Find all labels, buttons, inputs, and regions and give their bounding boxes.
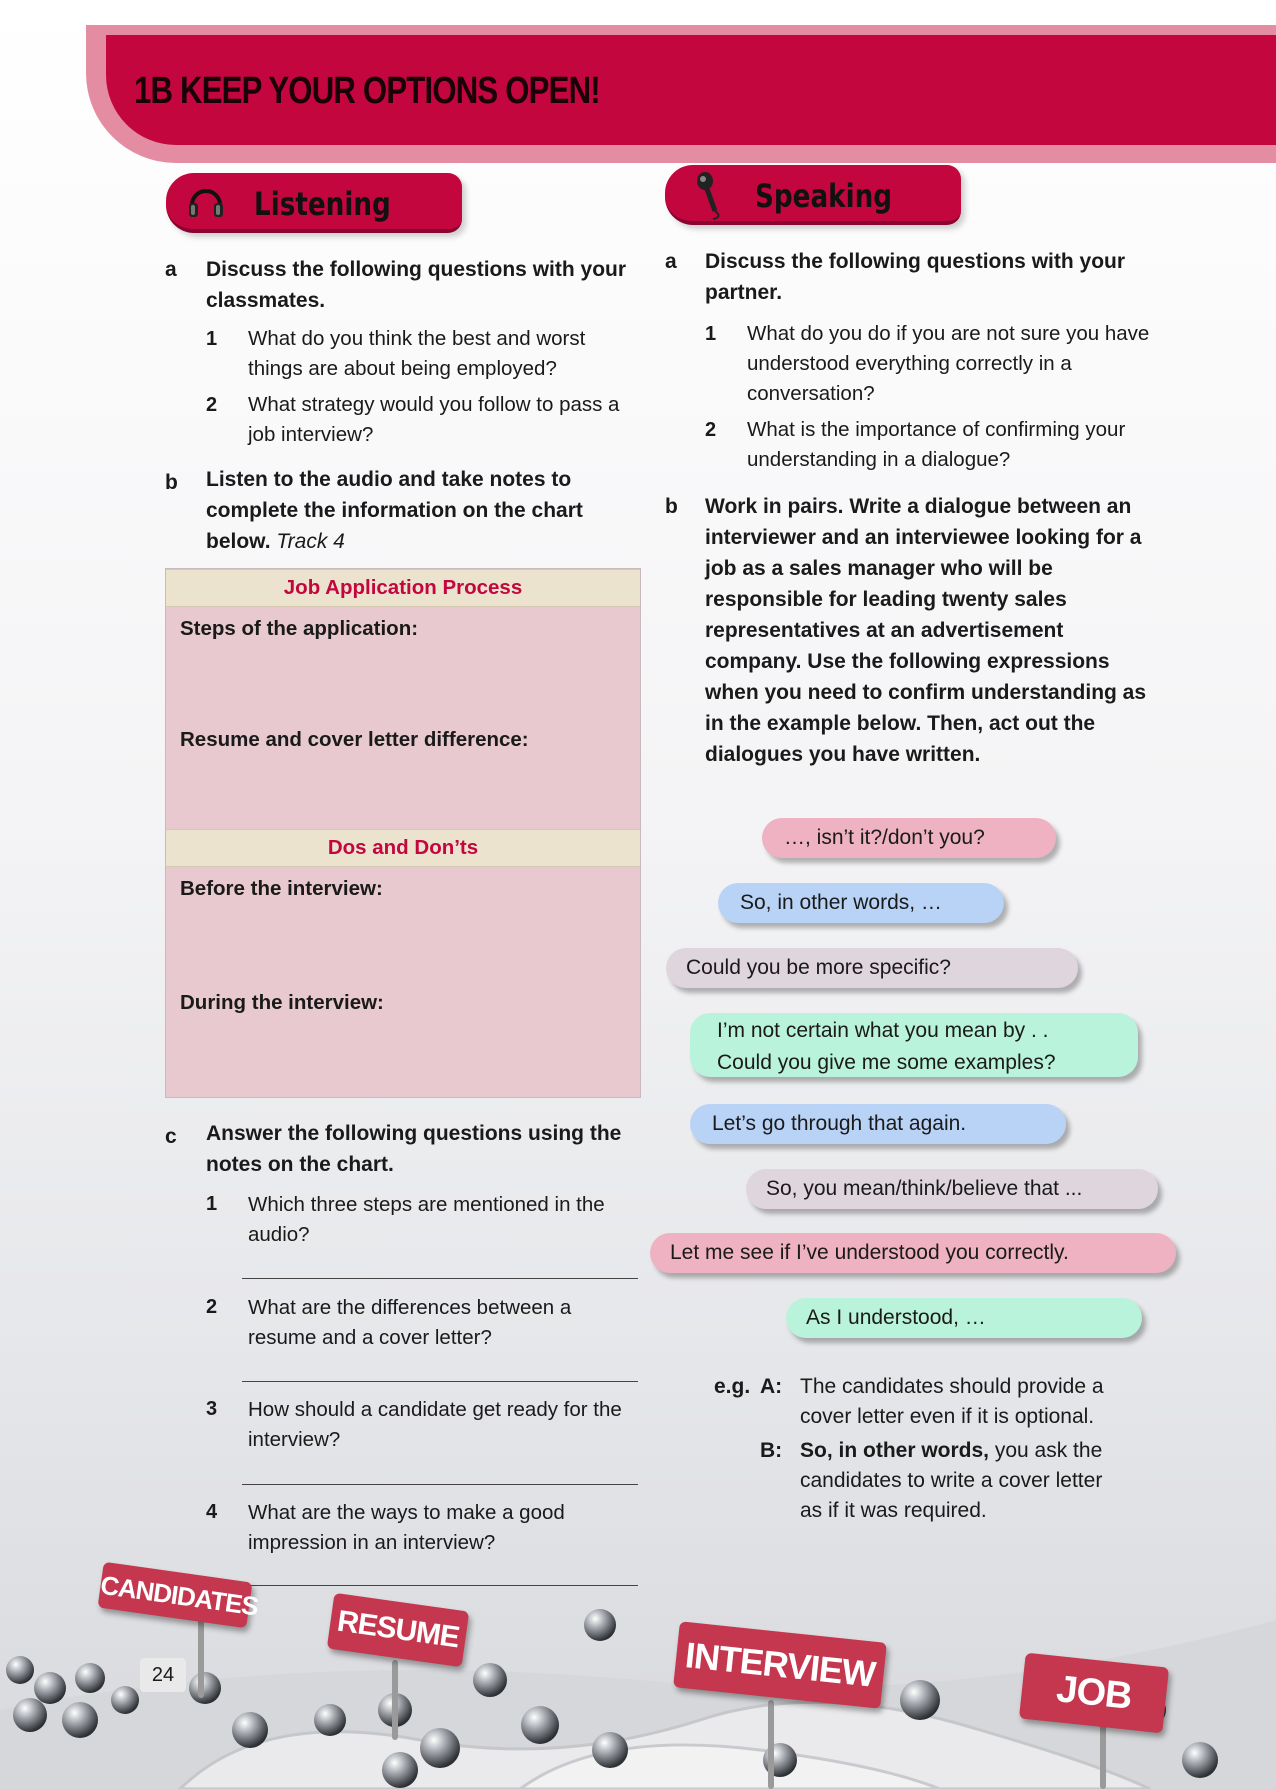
speaking-a-item-1-number: 1 <box>705 323 717 345</box>
example-b-line-2: candidates to write a cover letter <box>800 1469 1103 1492</box>
sign-pole-candidates <box>198 1610 204 1698</box>
listening-c-item-3-number: 3 <box>206 1398 218 1420</box>
expression-bubble-3: Could you be more specific? <box>666 948 1078 988</box>
expression-bubble-7: Let me see if I’ve understood you correctly. <box>650 1233 1176 1273</box>
speaking-a-letter: a <box>665 250 677 273</box>
sign-pole-interview <box>768 1700 774 1789</box>
speaking-a-instruction: Discuss the following questions with your partner. <box>705 250 1126 304</box>
example-a-label: A: <box>760 1375 783 1398</box>
listening-a-item-1: What do you think the best and worst things are about being employed? <box>248 327 586 380</box>
listening-c-item-3: How should a candidate get ready for the interview? <box>248 1398 622 1451</box>
listening-b-instruction <box>206 464 631 557</box>
sign-job: JOB <box>1019 1653 1169 1734</box>
listening-b-letter: b <box>165 471 178 494</box>
answer-line-3[interactable] <box>242 1484 638 1485</box>
sign-candidates: CANDIDATES <box>98 1562 253 1628</box>
listening-c-instruction: Answer the following questions using the notes on the chart. <box>206 1122 622 1176</box>
example-a-line-2: cover letter even if it is optional. <box>800 1405 1095 1428</box>
expression-bubble-6: So, you mean/think/believe that ... <box>746 1169 1158 1209</box>
speaking-a-item-2: What is the importance of confirming your understanding in a dialogue? <box>747 418 1126 471</box>
chart-label-before-interview: Before the interview: <box>180 877 383 900</box>
example-b-line-1-rest: you ask the <box>989 1439 1103 1462</box>
speaking-a-item-1: What do you do if you are not sure you have understood everything correctly in a conversation? <box>747 322 1150 405</box>
chart-label-resume-cover: Resume and cover letter difference: <box>180 728 529 751</box>
expression-bubble-8: As I understood, … <box>786 1298 1142 1338</box>
speaking-b-instruction: Work in pairs. Write a dialogue between an interviewer and an interviewee looking for a job as a sales manager who will be responsible for leading twenty sales representatives at an advertisement company. Use the following expressions when you need to confirm understanding as in the example below. Then, act out the dialogues you have written. <box>705 495 1147 766</box>
example-b-line-3: as if it was required. <box>800 1499 987 1522</box>
page-title: 1B KEEP YOUR OPTIONS OPEN! <box>134 70 600 112</box>
expression-bubble-4 <box>690 1013 1138 1077</box>
listening-c-item-4-number: 4 <box>206 1501 218 1523</box>
answer-line-2[interactable] <box>242 1381 638 1382</box>
example-a-line-1: The candidates should provide a <box>800 1375 1104 1398</box>
expression-bubble-4-line-1: I’m not certain what you mean by . . <box>717 1019 1049 1042</box>
answer-line-1[interactable] <box>242 1278 638 1279</box>
listening-c-item-1-number: 1 <box>206 1193 218 1215</box>
listening-c-item-4: What are the ways to make a good impression in an interview? <box>248 1501 565 1554</box>
microphone-icon <box>693 171 727 221</box>
speaking-heading <box>665 165 961 225</box>
sign-pole-resume <box>392 1660 398 1740</box>
listening-c-item-2: What are the differences between a resume and a cover letter? <box>248 1296 572 1349</box>
listening-heading <box>166 173 462 233</box>
speaking-a-item-2-number: 2 <box>705 419 717 441</box>
page-number: 24 <box>140 1658 186 1692</box>
listening-a-letter: a <box>165 258 177 281</box>
listening-b-text: Listen to the audio and take notes to complete the information on the chart below. <box>206 468 583 553</box>
expression-bubble-2: So, in other words, … <box>718 883 1004 923</box>
listening-heading-label: Listening <box>254 185 391 223</box>
listening-c-letter: c <box>165 1125 177 1148</box>
example-a-text <box>800 1372 1160 1432</box>
expression-bubble-4-line-2: Could you give me some examples? <box>717 1051 1056 1074</box>
chart-label-steps: Steps of the application: <box>180 617 419 640</box>
notes-chart <box>165 568 641 1098</box>
example-eg-label: e.g. <box>714 1375 751 1398</box>
expression-bubble-5: Let’s go through that again. <box>690 1104 1066 1144</box>
listening-a-instruction: Discuss the following questions with your classmates. <box>206 258 627 312</box>
track-label: Track 4 <box>276 530 345 553</box>
chart-heading-dos-donts: Dos and Don’ts <box>166 829 640 867</box>
listening-a-item-2-number: 2 <box>206 394 218 416</box>
listening-c-item-1: Which three steps are mentioned in the audio? <box>248 1193 605 1246</box>
example-b-text <box>800 1436 1160 1526</box>
sign-interview: INTERVIEW <box>673 1621 887 1708</box>
listening-a-item-2: What strategy would you follow to pass a job interview? <box>248 393 620 446</box>
speaking-b-letter: b <box>665 495 678 518</box>
listening-c-item-2-number: 2 <box>206 1296 218 1318</box>
listening-a-item-1-number: 1 <box>206 328 218 350</box>
chart-heading-job-application: Job Application Process <box>166 569 640 607</box>
chart-label-during-interview: During the interview: <box>180 991 384 1014</box>
example-b-label: B: <box>760 1439 783 1462</box>
headphones-icon <box>186 181 226 221</box>
sign-resume: RESUME <box>327 1593 469 1667</box>
speaking-heading-label: Speaking <box>755 177 893 215</box>
example-b-bold: So, in other words, <box>800 1439 990 1462</box>
expression-bubble-1: …, isn’t it?/don’t you? <box>762 818 1056 858</box>
